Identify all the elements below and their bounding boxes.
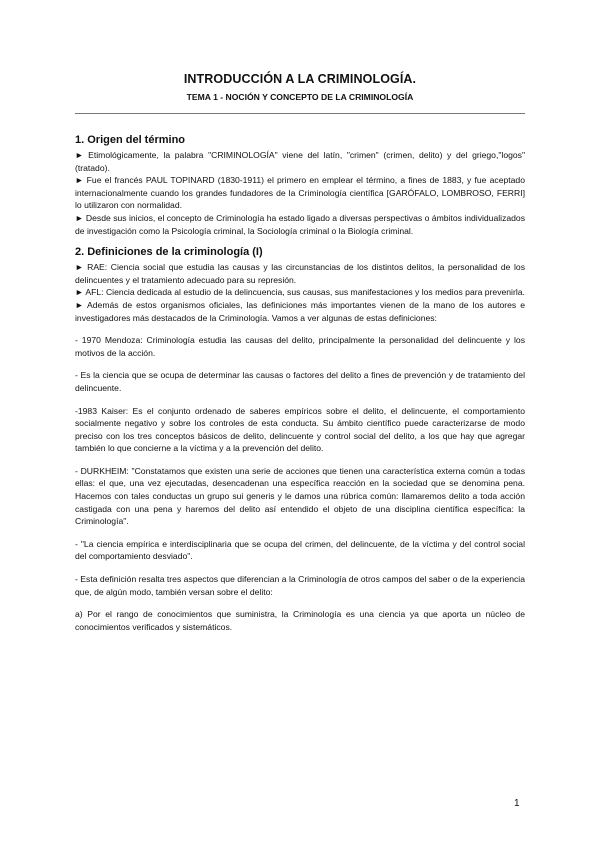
section-heading-origen: 1. Origen del término [75,134,186,146]
definition-item: - Esta definición resalta tres aspectos que diferencian a la Criminología de otros campos del saber o de la experiencia que, de algún modo, también versan sobre el delito: [75,574,525,597]
paragraph: ► Desde sus inicios, el concepto de Criminología ha estado ligado a diversas perspectivas o ámbitos individualizados de investigación como la Psicología criminal, la Sociología criminal o la Biología criminal. [75,212,525,236]
paragraph: ► Etimológicamente, la palabra "CRIMINOLOGÍA" viene del latín, "crimen" (crimen, delito) y del griego,"logos" (tratado). [75,150,525,173]
definition-item: -1983 Kaiser: Es el conjunto ordenado de saberes empíricos sobre el delito, el delincuente, el comportamiento socialmente negativo y sobre los controles de esta conducta. Su ámbito científico puede caracterizarse de modo preciso con los tres conceptos básicos de delito, delincuente y control social del delito, a los que hay que agregar también lo que concierne a la víctima y a la prevención del delito. [75,405,525,454]
header-divider [75,113,525,114]
definition-item: - 1970 Mendoza: Criminología estudia las causas del delito, principalmente la personalidad del delincuente y los motivos de la acción. [75,335,525,358]
paragraph: ► Fue el francés PAUL TOPINARD (1830-1911) el primero en emplear el término, a fines de 1883, y fue aceptado internacionalmente cuando los grandes fundadores de la Criminología científica [GARÓFALO, LOMBROSO, FERRI] lo utilizaron con normalidad. [75,175,525,211]
section-heading-definiciones: 2. Definiciones de la criminología (I) [75,246,263,259]
document-title: INTRODUCCIÓN A LA CRIMINOLOGÍA. [183,72,417,86]
paragraph: ► Además de estos organismos oficiales, las definiciones más importantes vienen de la mano de los autores e investigadores más destacados de la Criminología. Vamos a ver algunas de estas definiciones: [75,299,525,323]
document-subtitle: TEMA 1 - NOCIÓN Y CONCEPTO DE LA CRIMINOLOGÍA [186,92,414,102]
definition-item: - Es la ciencia que se ocupa de determinar las causas o factores del delito a fines de prevención y de tratamiento del delincuente. [75,370,525,393]
document-body [75,133,525,633]
paragraph: ► RAE: Ciencia social que estudia las causas y las circunstancias de los distintos delitos, la personalidad de los delincuentes y el tratamiento adecuado para su represión. [75,262,525,285]
paragraph: ► AFL: Ciencia dedicada al estudio de la delincuencia, sus causas, sus manifestaciones y los medios para prevenirla. [75,287,525,298]
page-number: 1 [514,798,520,809]
definition-item: - DURKHEIM: "Constatamos que existen una serie de acciones que tienen una característica externa común a todas ellas: el que, una vez ejecutadas, desencadenan una específica reacción en la sociedad que se denomina pena. Hacemos con tales conductas un grupo sui generis y le damos una rúbrica común: llamaremos delito a toda acción castigada con una pena y haremos del delito así entendido el objeto de una disciplina científica específica: la Criminología". [75,465,525,527]
definition-item: a) Por el rango de conocimientos que suministra, la Criminología es una ciencia ya que aporta un núcleo de conocimientos verificados y sistemáticos. [75,609,525,632]
definition-item: - "La ciencia empírica e interdisciplinaria que se ocupa del crimen, del delincuente, de la víctima y del control social del comportamiento desviado". [75,538,525,562]
